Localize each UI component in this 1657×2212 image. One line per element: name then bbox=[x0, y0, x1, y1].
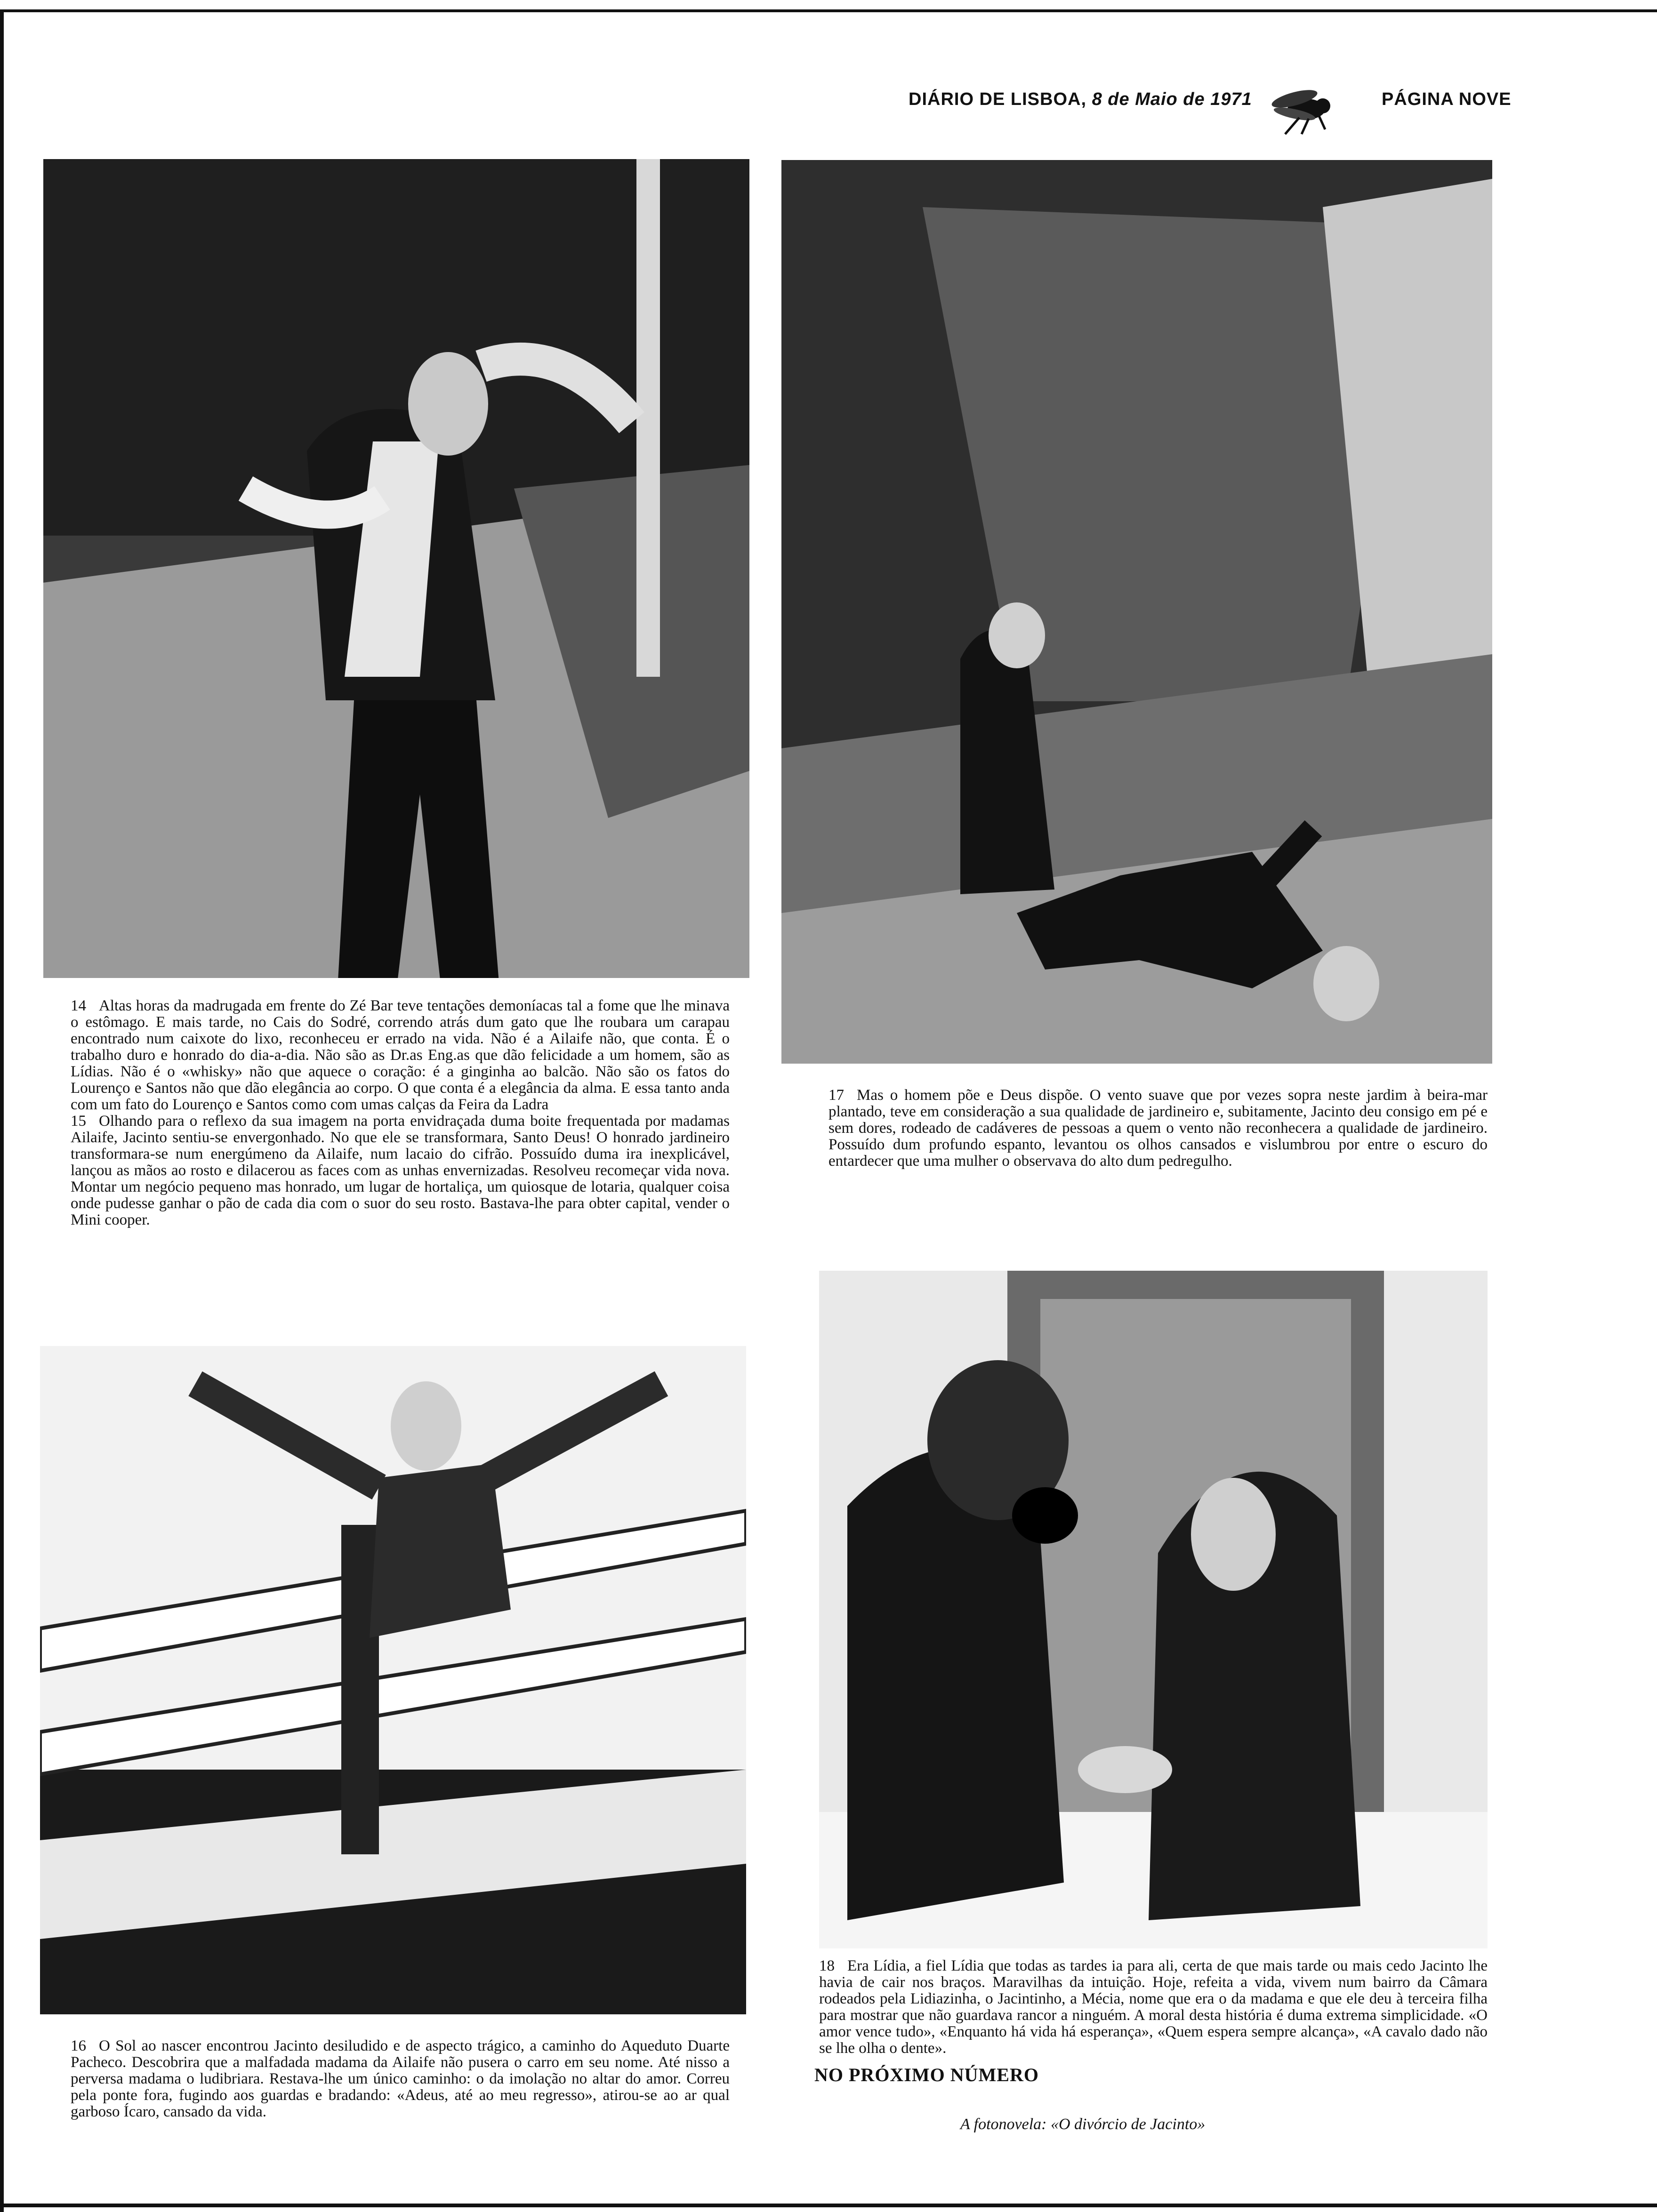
caption-16 bbox=[71, 2038, 730, 2120]
publication-name: DIÁRIO DE LISBOA, bbox=[909, 89, 1087, 109]
caption-text: Altas horas da madrugada em frente do Zé Bar teve tentações demoníacas tal a fome que lhe minava o estômago. E mais tarde, no Cais do Sodré, correndo atrás dum gato que lhe roubara um carapau encontrado num caixote do lixo, reconheceu er errado na vida. Não é a Ailaife não, que conta. É o trabalho duro e honrado do dia-a-dia. Não são as Dr.as Eng.as que dão felicidade a um homem, são as Lídias. Não é o «whisky» não que aquece o coração: é a ginginha ao balcão. Não são os fatos do Lourenço e Santos não que dão elegância ao corpo. O que conta é a elegância da alma. E essa tanto anda com um fato do Lourenço e Santos como com umas calças da Feira da Ladra bbox=[71, 997, 730, 1113]
next-issue-subtitle: A fotonovela: «O divórcio de Jacinto» bbox=[960, 2116, 1206, 2133]
caption-text: O Sol ao nascer encontrou Jacinto desiludido e de aspecto trágico, a caminho do Aqueduto Duarte Pacheco. Descobrira que a malfadada madama da Ailaife não pusera o carro em seu nome. Até nisso a perversa madama o ludibriara. Restava-lhe um único caminho: o da imolação no altar do amor. Correu pela ponte fora, fugindo aos guardas e bradando: «Adeus, até ao meu regresso», atirou-se ao ar qual garboso Ícaro, cansado da vida. bbox=[71, 2037, 730, 2120]
issue-date: 8 de Maio de 1971 bbox=[1092, 89, 1252, 109]
top-rule bbox=[0, 9, 1657, 12]
caption-text: Olhando para o reflexo da sua imagem na porta envidraçada duma boite frequentada por madamas Ailaife, Jacinto sentiu-se envergonhado. No que ele se transformara, Santo Deus! O honrado jardineiro transformara-se num energúmeno da Ailaife, num lacaio do cifrão. Possuído duma ira inexplicável, lançou as mãos ao rosto e dilacerou as faces com as unhas envernizadas. Resolveu recomeçar vida nova. Montar um negócio pequeno mas honrado, um lugar de hortaliça, um quiosque de lotaria, qualquer coisa onde pudesse ganhar o pão de cada dia com o suor do seu rosto. Bastava-lhe para obter capital, vender o Mini cooper. bbox=[71, 1113, 730, 1228]
caption-18 bbox=[819, 1958, 1488, 2057]
caption-number: 14 bbox=[71, 997, 86, 1014]
left-rule bbox=[0, 9, 4, 2212]
caption-number: 17 bbox=[828, 1087, 844, 1104]
caption-17 bbox=[828, 1087, 1488, 1170]
caption-number: 16 bbox=[71, 2037, 86, 2054]
caption-text: Era Lídia, a fiel Lídia que todas as tardes ia para ali, certa de que mais tarde ou mais cedo Jacinto lhe havia de cair nos braços. Maravilhas da intuição. Hoje, refeita a vida, vivem num bairro da Câmara rodeados pela Lidiazinha, o Jacintinho, a Mécia, nome que era o da madama e que ele deu à terceira filha para mostrar que não guardava rancor a ninguém. A moral desta história é duma extrema simplicidade. «O amor vence tudo», «Enquanto há vida há esperança», «Quem espera sempre alcança», «A cavalo dado não se lhe olha o dente». bbox=[819, 1957, 1488, 2057]
photo-16-man-on-bridge bbox=[40, 1346, 746, 2014]
next-issue-heading: NO PRÓXIMO NÚMERO bbox=[814, 2064, 1039, 2085]
page-number: PÁGINA NOVE bbox=[1382, 89, 1512, 109]
photo-18-couple-embracing bbox=[819, 1271, 1488, 1948]
photo-17-woman-and-fallen-man bbox=[781, 160, 1492, 1064]
caption-14-15 bbox=[71, 998, 730, 1228]
caption-text: Mas o homem põe e Deus dispõe. O vento suave que por vezes sopra neste jardim à beira-mar plantado, teve em consideração a sua qualidade de jardineiro e, subitamente, Jacinto deu consigo em pé e sem dores, rodeado de cadáveres de pessoas a quem o vento não reconhecera a qualidade de jardineiro. Possuído dum profundo espanto, levantou os olhos cansados e vislumbrou por entre o escuro do entardecer que uma mulher o observava do alto dum pedregulho. bbox=[828, 1087, 1488, 1170]
fly-icon bbox=[1266, 80, 1346, 136]
bottom-rule bbox=[0, 2204, 1657, 2207]
caption-number: 18 bbox=[819, 1957, 835, 1974]
page-header bbox=[909, 89, 1252, 110]
photo-14-man-in-park bbox=[43, 159, 749, 978]
caption-number: 15 bbox=[71, 1113, 86, 1130]
